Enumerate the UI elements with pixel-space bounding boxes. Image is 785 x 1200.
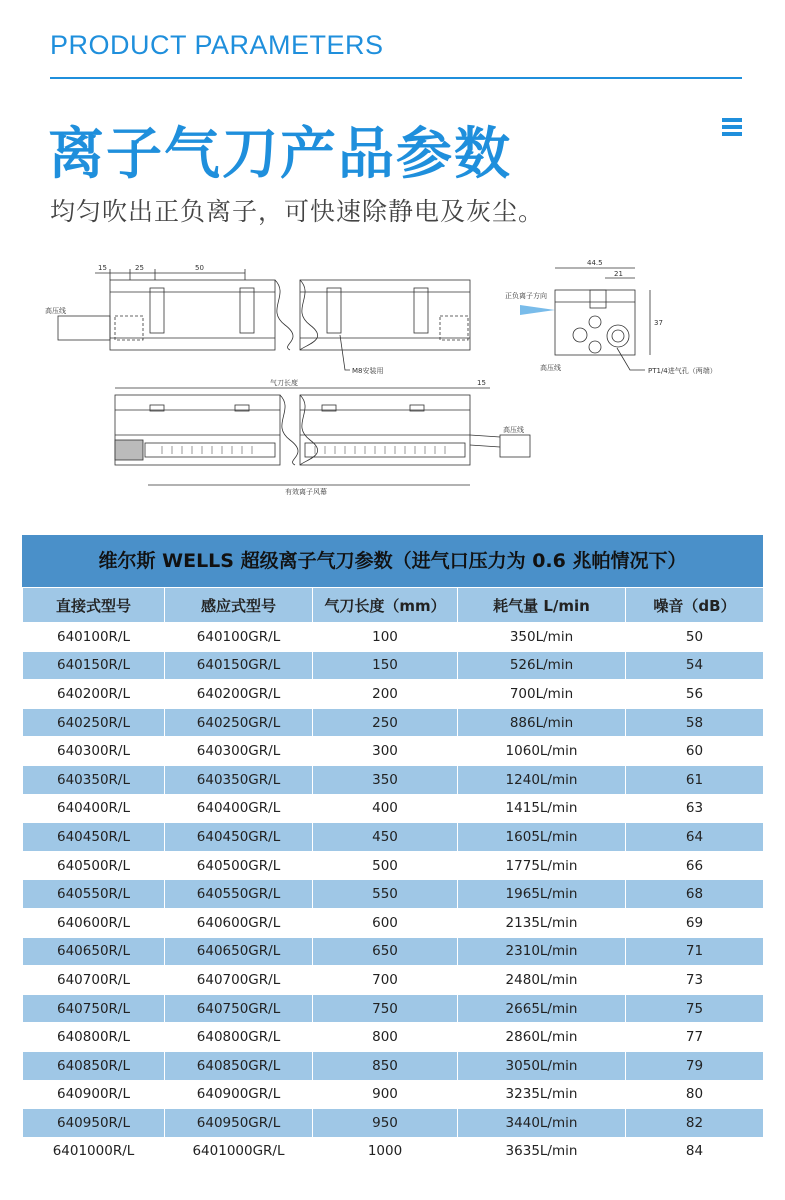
cell-air-consumption: 1605L/min [458,823,626,852]
table-body [23,623,764,1166]
cell-air-consumption: 2135L/min [458,908,626,937]
cell-air-consumption: 2310L/min [458,937,626,966]
cell-air-consumption: 1775L/min [458,851,626,880]
cell-direct-model: 640950R/L [23,1109,165,1138]
cell-length: 250 [313,708,458,737]
cell-direct-model: 640850R/L [23,1051,165,1080]
dim-label-44-5: 44.5 [587,259,603,267]
page-title: 离子气刀产品参数 [48,122,512,187]
cell-direct-model: 640450R/L [23,823,165,852]
cell-direct-model: 640200R/L [23,680,165,709]
cell-noise: 54 [626,651,764,680]
table-row [23,880,764,909]
cell-direct-model: 6401000R/L [23,1137,165,1166]
cell-length: 1000 [313,1137,458,1166]
cell-noise: 68 [626,880,764,909]
table-row [23,823,764,852]
cell-noise: 61 [626,765,764,794]
cell-length: 650 [313,937,458,966]
cell-noise: 75 [626,994,764,1023]
cell-induction-model: 640950GR/L [165,1109,313,1138]
cell-length: 850 [313,1051,458,1080]
dim-label-15: 15 [98,264,107,272]
dim-label-37: 37 [654,319,663,327]
cell-air-consumption: 3635L/min [458,1137,626,1166]
cell-direct-model: 640400R/L [23,794,165,823]
label-hv-line-side: 高压线 [540,364,561,372]
table-row [23,737,764,766]
cell-noise: 60 [626,737,764,766]
label-ion-direction: 正负离子方向 [505,292,547,300]
table-row [23,708,764,737]
table-row [23,765,764,794]
table-row [23,1137,764,1166]
cell-length: 200 [313,680,458,709]
cell-noise: 82 [626,1109,764,1138]
cell-air-consumption: 3050L/min [458,1051,626,1080]
cell-noise: 71 [626,937,764,966]
cell-induction-model: 6401000GR/L [165,1137,313,1166]
cell-air-consumption: 350L/min [458,623,626,652]
col-header-noise: 噪音（dB） [626,588,764,623]
cell-direct-model: 640900R/L [23,1080,165,1109]
cell-induction-model: 640300GR/L [165,737,313,766]
col-header-direct-model: 直接式型号 [23,588,165,623]
cell-length: 300 [313,737,458,766]
cell-direct-model: 640600R/L [23,908,165,937]
cell-air-consumption: 1415L/min [458,794,626,823]
cell-direct-model: 640700R/L [23,966,165,995]
dim-label-50: 50 [195,264,204,272]
cell-direct-model: 640300R/L [23,737,165,766]
table-row [23,908,764,937]
cell-noise: 63 [626,794,764,823]
cell-direct-model: 640250R/L [23,708,165,737]
cell-direct-model: 640100R/L [23,623,165,652]
cell-induction-model: 640550GR/L [165,880,313,909]
cell-induction-model: 640500GR/L [165,851,313,880]
label-knife-length: 气刀长度 [270,379,298,387]
cell-direct-model: 640150R/L [23,651,165,680]
cell-induction-model: 640200GR/L [165,680,313,709]
col-header-length: 气刀长度（mm） [313,588,458,623]
cell-air-consumption: 2480L/min [458,966,626,995]
cell-length: 550 [313,880,458,909]
cell-induction-model: 640900GR/L [165,1080,313,1109]
cell-noise: 56 [626,680,764,709]
cell-air-consumption: 2665L/min [458,994,626,1023]
cell-air-consumption: 700L/min [458,680,626,709]
cell-induction-model: 640700GR/L [165,966,313,995]
cell-air-consumption: 3440L/min [458,1109,626,1138]
cell-air-consumption: 1965L/min [458,880,626,909]
cell-direct-model: 640800R/L [23,1023,165,1052]
cell-noise: 73 [626,966,764,995]
cell-length: 350 [313,765,458,794]
cell-length: 800 [313,1023,458,1052]
table-row [23,1051,764,1080]
parameters-table [22,535,763,1166]
table-row [23,994,764,1023]
cell-noise: 84 [626,1137,764,1166]
col-header-induction-model: 感应式型号 [165,588,313,623]
cell-induction-model: 640450GR/L [165,823,313,852]
cell-noise: 77 [626,1023,764,1052]
cell-induction-model: 640850GR/L [165,1051,313,1080]
cell-direct-model: 640750R/L [23,994,165,1023]
cell-length: 500 [313,851,458,880]
cell-length: 150 [313,651,458,680]
cell-length: 950 [313,1109,458,1138]
cell-noise: 66 [626,851,764,880]
cell-air-consumption: 3235L/min [458,1080,626,1109]
cell-direct-model: 640650R/L [23,937,165,966]
cell-noise: 80 [626,1080,764,1109]
cell-induction-model: 640250GR/L [165,708,313,737]
cell-direct-model: 640350R/L [23,765,165,794]
cell-air-consumption: 2860L/min [458,1023,626,1052]
label-m8: M8安装用 [352,367,384,375]
cell-noise: 69 [626,908,764,937]
table-row [23,651,764,680]
cell-length: 600 [313,908,458,937]
table-row [23,1080,764,1109]
cell-induction-model: 640400GR/L [165,794,313,823]
cell-induction-model: 640100GR/L [165,623,313,652]
page-subtitle: 均匀吹出正负离子，可快速除静电及灰尘。 [50,197,545,226]
dim-label-right-15: 15 [477,379,486,387]
table-row [23,937,764,966]
cell-induction-model: 640750GR/L [165,994,313,1023]
dim-label-25: 25 [135,264,144,272]
cell-air-consumption: 1240L/min [458,765,626,794]
table-row [23,680,764,709]
table-row [23,1023,764,1052]
label-hv-line: 高压线 [45,307,66,315]
label-pt-inlet: PT1/4进气孔（两端） [648,367,717,375]
technical-drawing [0,250,785,510]
cell-length: 700 [313,966,458,995]
cell-air-consumption: 886L/min [458,708,626,737]
cell-induction-model: 640150GR/L [165,651,313,680]
dim-label-21: 21 [614,270,623,278]
cell-noise: 64 [626,823,764,852]
table-row [23,794,764,823]
table-row [23,851,764,880]
table-row [23,623,764,652]
cell-length: 450 [313,823,458,852]
cell-length: 750 [313,994,458,1023]
header-divider [50,77,742,79]
cell-direct-model: 640550R/L [23,880,165,909]
cell-direct-model: 640500R/L [23,851,165,880]
cell-air-consumption: 1060L/min [458,737,626,766]
header-title-en: PRODUCT PARAMETERS [50,30,384,60]
cell-induction-model: 640600GR/L [165,908,313,937]
table-row [23,966,764,995]
table-title: 维尔斯 WELLS 超级离子气刀参数（进气口压力为 0.6 兆帕情况下） [22,535,763,587]
label-effective-curtain: 有效离子风幕 [285,488,327,496]
cell-length: 400 [313,794,458,823]
label-hv-line-bottom: 高压线 [503,426,524,434]
cell-air-consumption: 526L/min [458,651,626,680]
hamburger-menu-icon[interactable] [722,118,742,136]
cell-induction-model: 640350GR/L [165,765,313,794]
table-row [23,1109,764,1138]
cell-noise: 58 [626,708,764,737]
cell-induction-model: 640800GR/L [165,1023,313,1052]
cell-induction-model: 640650GR/L [165,937,313,966]
cell-noise: 79 [626,1051,764,1080]
cell-length: 900 [313,1080,458,1109]
cell-noise: 50 [626,623,764,652]
col-header-air-consumption: 耗气量 L/min [458,588,626,623]
cell-length: 100 [313,623,458,652]
